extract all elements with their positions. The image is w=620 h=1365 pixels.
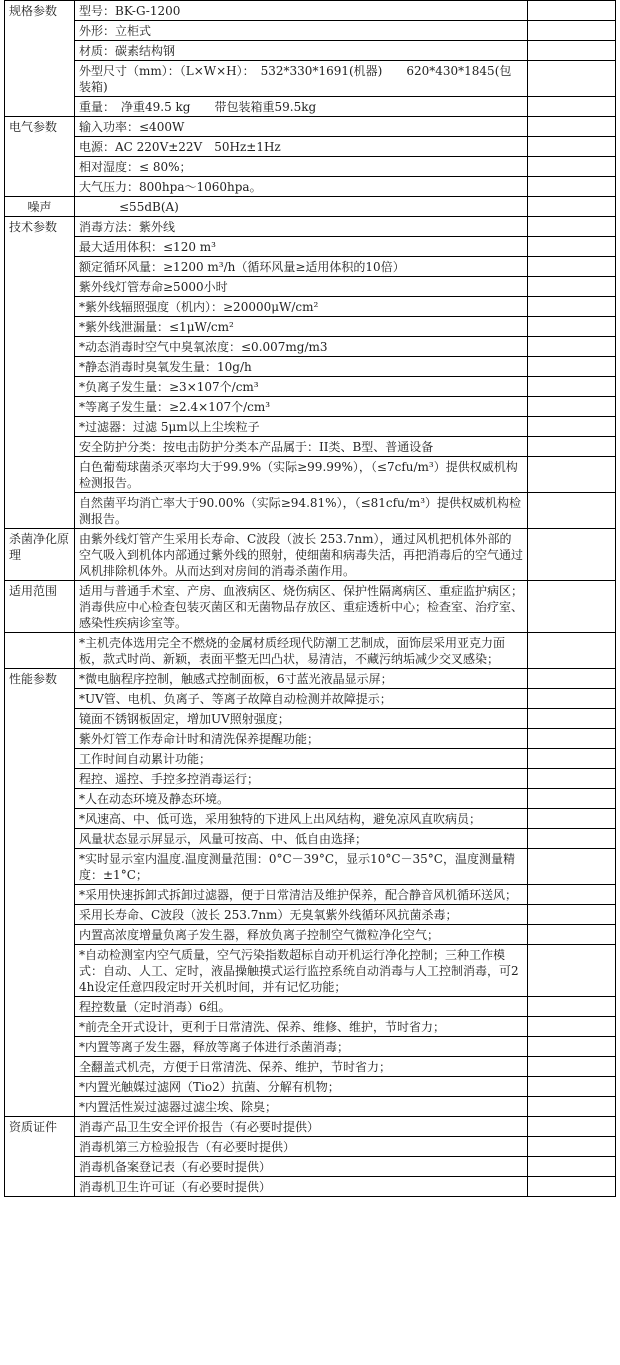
table-row: [5, 997, 616, 1017]
performance-row: *UV管、电机、负离子、等离子故障自动检测并故障提示；: [75, 689, 528, 709]
blank-cell: [528, 337, 616, 357]
table-row: [5, 297, 616, 317]
blank-cell: [528, 157, 616, 177]
spec-row: 材质：碳素结构钢: [75, 41, 528, 61]
blank-cell: [528, 137, 616, 157]
qualification-row: 消毒机备案登记表（有必要时提供）: [75, 1157, 528, 1177]
blank-cell: [528, 885, 616, 905]
blank-cell: [528, 689, 616, 709]
table-row: [5, 849, 616, 885]
table-row: [5, 377, 616, 397]
tech-row: *等离子发生量：≥2.4×107个/cm³: [75, 397, 528, 417]
table-row: [5, 1117, 616, 1137]
tech-row: 最大适用体积：≤120 m³: [75, 237, 528, 257]
spec-label: 规格参数: [5, 1, 75, 117]
blank-cell: [528, 997, 616, 1017]
tech-row: *动态消毒时空气中臭氧浓度：≤0.007mg/m3: [75, 337, 528, 357]
table-row: [5, 905, 616, 925]
tech-row: *静态消毒时臭氧发生量：10g/h: [75, 357, 528, 377]
table-row: [5, 357, 616, 377]
table-row: [5, 633, 616, 669]
blank-cell: [528, 905, 616, 925]
blank-cell: [528, 633, 616, 669]
tech-row: 消毒方法：紫外线: [75, 217, 528, 237]
electrical-row: 大气压力：800hpa～1060hpa。: [75, 177, 528, 197]
blank-cell: [528, 377, 616, 397]
blank-cell: [528, 41, 616, 61]
table-row: [5, 1097, 616, 1117]
tech-row: *紫外线泄漏量：≤1μW/cm²: [75, 317, 528, 337]
scope-label: 适用范围: [5, 581, 75, 633]
qualification-label: 资质证件: [5, 1117, 75, 1197]
performance-row: *前壳全开式设计，更利于日常清洗、保养、维修、维护，节时省力；: [75, 1017, 528, 1037]
blank-cell: [528, 829, 616, 849]
table-row: [5, 1017, 616, 1037]
blank-cell: [528, 317, 616, 337]
blank-cell: [528, 457, 616, 493]
principle-label: 杀菌净化原理: [5, 529, 75, 581]
table-row: [5, 337, 616, 357]
blank-cell: [528, 1137, 616, 1157]
table-row: [5, 581, 616, 633]
table-row: [5, 97, 616, 117]
blank-cell: [528, 397, 616, 417]
blank-cell: [528, 217, 616, 237]
table-row: [5, 789, 616, 809]
blank-cell: [528, 117, 616, 137]
table-row: [5, 1037, 616, 1057]
noise-value: ≤55dB(A): [75, 197, 528, 217]
performance-row: 程控数量（定时消毒）6组。: [75, 997, 528, 1017]
tech-row: 自然菌平均消亡率大于90.00%（实际≥94.81%），（≤81cfu/m³）提供权威机构检测报告。: [75, 493, 528, 529]
table-row: [5, 1157, 616, 1177]
tech-label: 技术参数: [5, 217, 75, 529]
performance-row: 内置高浓度增量负离子发生器，释放负离子控制空气微粒净化空气；: [75, 925, 528, 945]
table-row: [5, 925, 616, 945]
table-row: [5, 437, 616, 457]
blank-cell: [528, 237, 616, 257]
table-row: [5, 41, 616, 61]
spec-row: 外形：立柜式: [75, 21, 528, 41]
table-row: [5, 257, 616, 277]
qualification-row: 消毒机第三方检验报告（有必要时提供）: [75, 1137, 528, 1157]
blank-cell: [528, 1177, 616, 1197]
table-row: [5, 417, 616, 437]
spec-row: 型号：BK-G-1200: [75, 1, 528, 21]
blank-cell: [528, 945, 616, 997]
qualification-row: 消毒产品卫生安全评价报告（有必要时提供）: [75, 1117, 528, 1137]
blank-cell: [528, 669, 616, 689]
blank-cell: [528, 769, 616, 789]
noise-label: 噪声: [5, 197, 75, 217]
performance-row: *自动检测室内空气质量，空气污染指数超标自动开机运行净化控制；三种工作模式：自动、人工、定时，液晶操触摸式运行监控系统自动消毒与人工控制消毒，可24h设定任意四段定时开关机时间，并有记忆功能；: [75, 945, 528, 997]
table-row: [5, 197, 616, 217]
tech-row: 白色葡萄球菌杀灭率均大于99.9%（实际≥99.99%），（≤7cfu/m³）提供权威机构检测报告。: [75, 457, 528, 493]
blank-cell: [528, 493, 616, 529]
blank-cell: [528, 709, 616, 729]
performance-row: 程控、遥控、手控多控消毒运行；: [75, 769, 528, 789]
blank-cell: [528, 809, 616, 829]
table-row: [5, 1137, 616, 1157]
performance-row: *实时显示室内温度.温度测量范围：0°C－39°C，显示10°C－35°C，温度测量精度：±1°C；: [75, 849, 528, 885]
table-row: [5, 1077, 616, 1097]
blank-cell: [528, 61, 616, 97]
table-row: [5, 177, 616, 197]
table-row: [5, 157, 616, 177]
blank-cell: [528, 1017, 616, 1037]
blank-cell: [528, 417, 616, 437]
electrical-label: 电气参数: [5, 117, 75, 197]
table-row: [5, 529, 616, 581]
tech-row: *过滤器：过滤 5μm以上尘埃粒子: [75, 417, 528, 437]
blank-cell: [528, 437, 616, 457]
qualification-row: 消毒机卫生许可证（有必要时提供）: [75, 1177, 528, 1197]
tech-row: *负离子发生量：≥3×107个/cm³: [75, 377, 528, 397]
performance-row: *内置光触媒过滤网（Tio2）抗菌、分解有机物；: [75, 1077, 528, 1097]
table-row: [5, 829, 616, 849]
table-row: [5, 669, 616, 689]
table-row: [5, 457, 616, 493]
blank-cell: [528, 581, 616, 633]
spec-table: [4, 0, 616, 1197]
table-row: [5, 61, 616, 97]
performance-row: *采用快速拆卸式拆卸过滤器，便于日常清洁及维护保养，配合静音风机循环送风；: [75, 885, 528, 905]
electrical-row: 输入功率：≤400W: [75, 117, 528, 137]
blank-cell: [528, 1037, 616, 1057]
blank-cell: [528, 749, 616, 769]
blank-cell: [528, 177, 616, 197]
table-row: [5, 1057, 616, 1077]
principle-value: 由紫外线灯管产生采用长寿命、C波段（波长 253.7nm），通过风机把机体外部的空气吸入到机体内部通过紫外线的照射，使细菌和病毒失活，再把消毒后的空气通过风机排除机体外。从而达到对房间的消毒杀菌作用。: [75, 529, 528, 581]
blank-cell: [528, 529, 616, 581]
table-row: [5, 689, 616, 709]
blank-cell: [528, 1117, 616, 1137]
table-row: [5, 237, 616, 257]
blank-cell: [528, 297, 616, 317]
performance-row: *内置等离子发生器，释放等离子体进行杀菌消毒；: [75, 1037, 528, 1057]
performance-row: *微电脑程序控制，触感式控制面板，6寸蓝光液晶显示屏；: [75, 669, 528, 689]
table-row: [5, 137, 616, 157]
performance-row: 紫外灯管工作寿命计时和清洗保养提醒功能；: [75, 729, 528, 749]
blank-cell: [528, 1097, 616, 1117]
blank-cell: [528, 925, 616, 945]
blank-cell: [528, 1, 616, 21]
performance-row: *人在动态环境及静态环境。: [75, 789, 528, 809]
blank-cell: [528, 849, 616, 885]
table-row: [5, 317, 616, 337]
spec-row: 外型尺寸（mm）：（L×W×H）： 532*330*1691(机器) 620*430*1845(包装箱): [75, 61, 528, 97]
blank-cell: [528, 1157, 616, 1177]
tech-row: 额定循环风量：≥1200 m³/h（循环风量≥适用体积的10倍）: [75, 257, 528, 277]
spec-table-body: [5, 1, 616, 1197]
shell-value: *主机壳体选用完全不燃烧的金属材质经现代防潮工艺制成，面饰层采用亚克力面板，款式时尚、新颖，表面平整无凹凸状，易清洁，不藏污纳垢减少交叉感染；: [75, 633, 528, 669]
performance-row: *风速高、中、低可选，采用独特的下进风上出风结构，避免凉风直吹病员；: [75, 809, 528, 829]
table-row: [5, 769, 616, 789]
shell-label: [5, 633, 75, 669]
performance-row: 工作时间自动累计功能；: [75, 749, 528, 769]
scope-value: 适用与普通手术室、产房、血液病区、烧伤病区、保护性隔离病区、重症监护病区；消毒供应中心检查包装灭菌区和无菌物品存放区、重症透析中心；检查室、治疗室、感染性疾病诊室等。: [75, 581, 528, 633]
blank-cell: [528, 729, 616, 749]
performance-label: 性能参数: [5, 669, 75, 1117]
table-row: [5, 885, 616, 905]
table-row: [5, 945, 616, 997]
blank-cell: [528, 1057, 616, 1077]
tech-row: 安全防护分类：按电击防护分类本产品属于：II类、B型、普通设备: [75, 437, 528, 457]
table-row: [5, 277, 616, 297]
table-row: [5, 809, 616, 829]
blank-cell: [528, 21, 616, 41]
blank-cell: [528, 257, 616, 277]
table-row: [5, 117, 616, 137]
blank-cell: [528, 277, 616, 297]
blank-cell: [528, 197, 616, 217]
table-row: [5, 21, 616, 41]
electrical-row: 电源：AC 220V±22V 50Hz±1Hz: [75, 137, 528, 157]
performance-row: *内置活性炭过滤器过滤尘埃、除臭；: [75, 1097, 528, 1117]
performance-row: 采用长寿命、C波段（波长 253.7nm）无臭氧紫外线循环风抗菌杀毒；: [75, 905, 528, 925]
table-row: [5, 493, 616, 529]
table-row: [5, 1177, 616, 1197]
table-row: [5, 749, 616, 769]
table-row: [5, 397, 616, 417]
table-row: [5, 709, 616, 729]
blank-cell: [528, 789, 616, 809]
table-row: [5, 1, 616, 21]
performance-row: 全翻盖式机壳，方便于日常清洗、保养、维护，节时省力；: [75, 1057, 528, 1077]
blank-cell: [528, 1077, 616, 1097]
spec-row: 重量： 净重49.5 kg 带包装箱重59.5kg: [75, 97, 528, 117]
tech-row: 紫外线灯管寿命≥5000小时: [75, 277, 528, 297]
table-row: [5, 217, 616, 237]
blank-cell: [528, 97, 616, 117]
blank-cell: [528, 357, 616, 377]
table-row: [5, 729, 616, 749]
performance-row: 风量状态显示屏显示，风量可按高、中、低自由选择；: [75, 829, 528, 849]
tech-row: *紫外线辐照强度（机内）：≥20000μW/cm²: [75, 297, 528, 317]
electrical-row: 相对湿度：≤ 80%；: [75, 157, 528, 177]
performance-row: 镜面不锈钢板固定，增加UV照射强度；: [75, 709, 528, 729]
